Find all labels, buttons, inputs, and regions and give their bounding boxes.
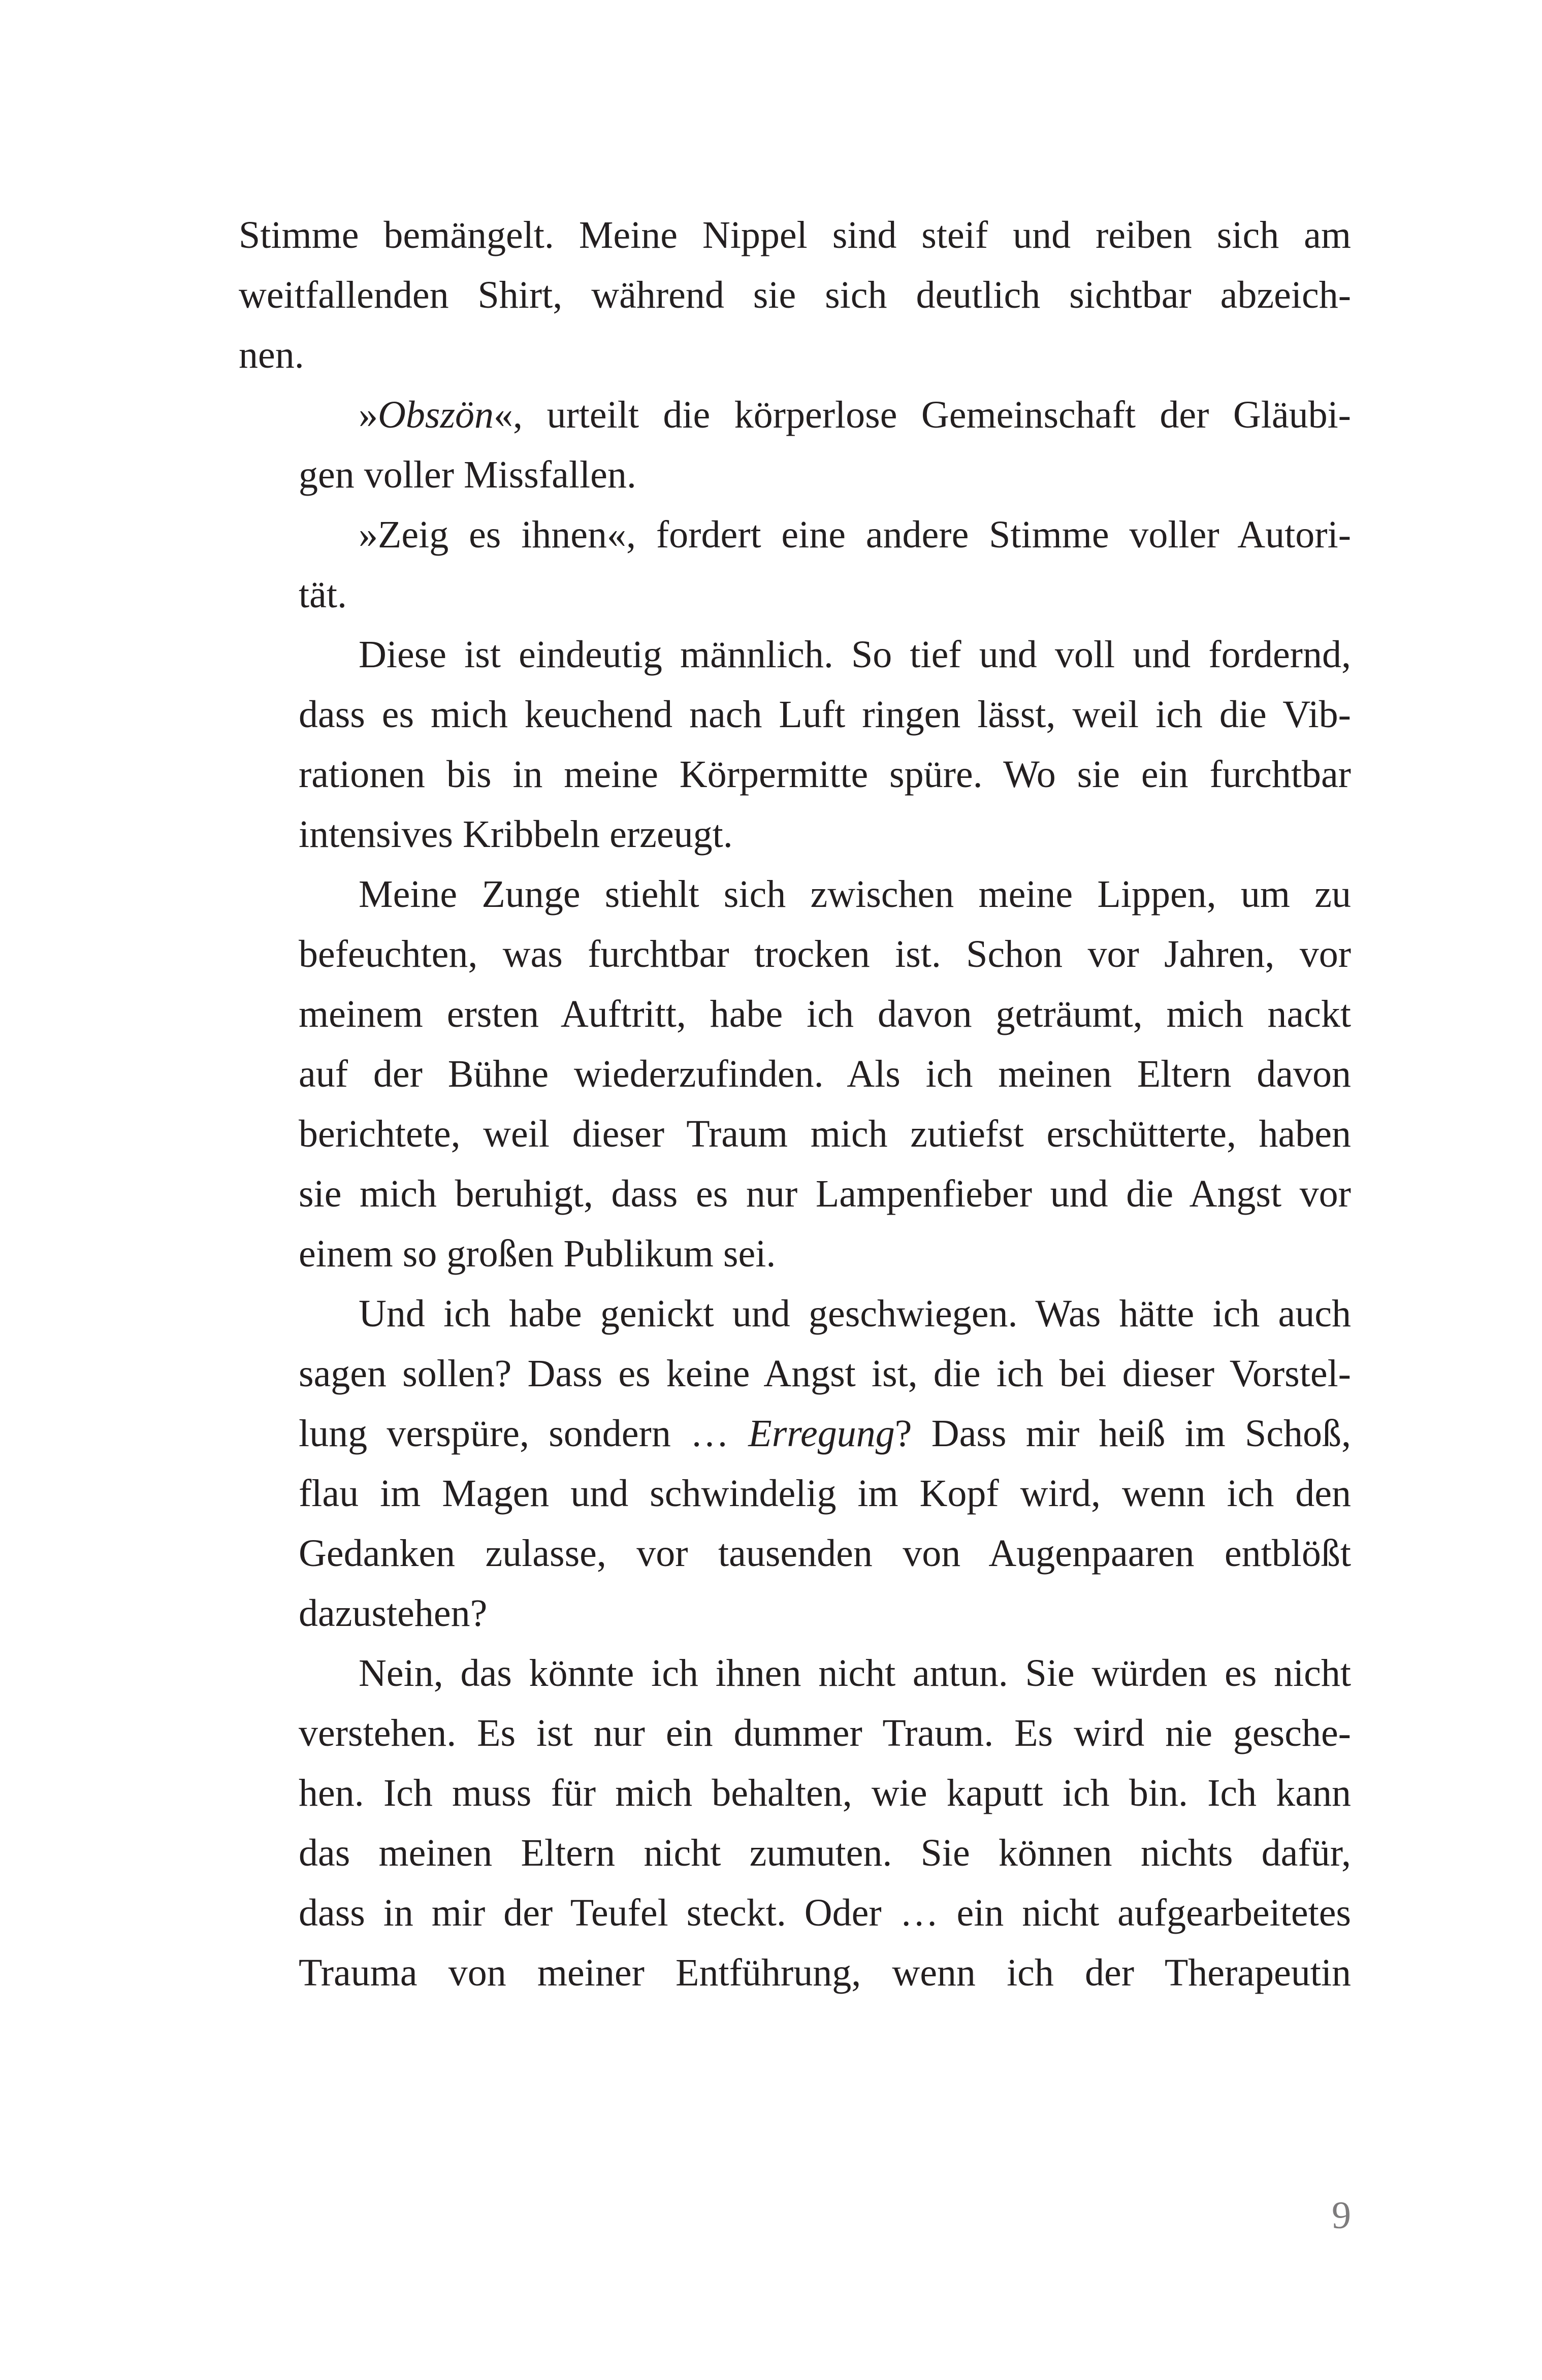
text-line: sagen sollen? Dass es keine Angst ist, die ich bei dieser Vorstel- — [299, 1352, 1351, 1395]
text-line: weitfallenden Shirt, während sie sich deutlich sichtbar abzeich- — [239, 274, 1351, 316]
text-line: intensives Kribbeln erzeugt. — [299, 813, 733, 856]
paragraph — [239, 625, 1351, 864]
text-line: hen. Ich muss für mich behalten, wie kaputt ich bin. Ich kann — [299, 1772, 1351, 1814]
text-run: » — [359, 394, 378, 436]
text-line: sie mich beruhigt, dass es nur Lampenfieber und die Angst vor — [299, 1172, 1351, 1215]
text-line: Und ich habe genickt und geschwiegen. Was hätte ich auch — [359, 1292, 1351, 1335]
text-line: dass in mir der Teufel steckt. Oder … ein nicht aufgearbeitetes — [299, 1892, 1351, 1934]
paragraph — [239, 1284, 1351, 1643]
text-line: auf der Bühne wiederzufinden. Als ich meinen Eltern davon — [299, 1053, 1351, 1095]
text-line: einem so großen Publikum sei. — [299, 1232, 776, 1275]
text-line: »Zeig es ihnen«, fordert eine andere Stimme voller Autori- — [359, 513, 1351, 556]
text-line: Nein, das könnte ich ihnen nicht antun. Sie würden es nicht — [359, 1652, 1351, 1694]
body-text — [239, 205, 1351, 2003]
paragraph — [239, 505, 1351, 625]
text-line: dazustehen? — [299, 1592, 488, 1635]
text-line: Stimme bemängelt. Meine Nippel sind steif und reiben sich am — [239, 214, 1351, 256]
text-line: berichtete, weil dieser Traum mich zutiefst erschütterte, haben — [299, 1113, 1351, 1155]
text-line: Meine Zunge stiehlt sich zwischen meine Lippen, um zu — [359, 873, 1351, 916]
emphasized-word: Obszön — [378, 394, 494, 436]
paragraph — [239, 385, 1351, 505]
text-line: Diese ist eindeutig männlich. So tief und voll und fordernd, — [359, 633, 1351, 676]
text-line: gen voller Missfallen. — [299, 453, 636, 496]
text-line: nen. — [239, 334, 304, 376]
text-line: Gedanken zulasse, vor tausenden von Augenpaaren entblößt — [299, 1532, 1351, 1575]
text-line: meinem ersten Auftritt, habe ich davon geträumt, mich nackt — [299, 993, 1351, 1035]
text-run: «, urteilt die körperlose Gemeinschaft der Gläubi- — [494, 394, 1351, 436]
text-line: verstehen. Es ist nur ein dummer Traum. Es wird nie gesche- — [299, 1712, 1351, 1754]
paragraph — [239, 864, 1351, 1284]
text-line: befeuchten, was furchtbar trocken ist. Schon vor Jahren, vor — [299, 933, 1351, 975]
emphasized-word: Erregung — [748, 1412, 895, 1455]
text-line: tät. — [299, 573, 347, 616]
text-line — [239, 1404, 1351, 1463]
page-number: 9 — [1332, 2194, 1351, 2237]
text-line: rationen bis in meine Körpermitte spüre. Wo sie ein furchtbar — [299, 753, 1351, 796]
paragraph — [239, 205, 1351, 385]
text-line: flau im Magen und schwindelig im Kopf wird, wenn ich den — [299, 1472, 1351, 1515]
text-line: das meinen Eltern nicht zumuten. Sie können nichts dafür, — [299, 1832, 1351, 1874]
text-run: ? Dass mir heiß im Schoß, — [894, 1412, 1352, 1455]
text-line — [239, 385, 1351, 445]
text-line: dass es mich keuchend nach Luft ringen lässt, weil ich die Vib- — [299, 693, 1351, 736]
text-line: Trauma von meiner Entführung, wenn ich der Therapeutin — [299, 1951, 1351, 1994]
paragraph — [239, 1643, 1351, 2003]
text-run: lung verspüre, sondern … — [299, 1412, 749, 1455]
